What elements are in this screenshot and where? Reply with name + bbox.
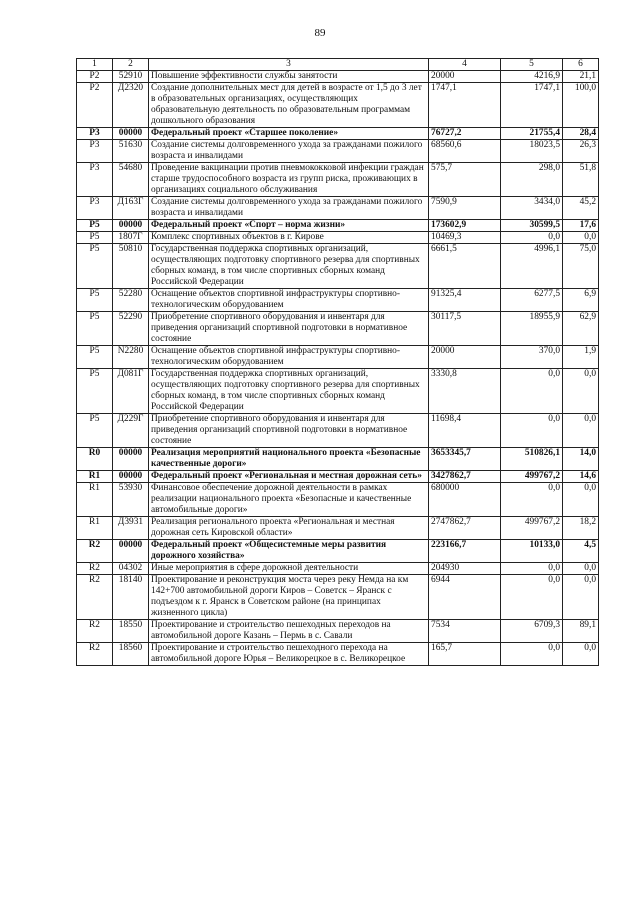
item-code-cell: Д229Г xyxy=(113,414,149,448)
section-code-cell: R1 xyxy=(77,517,113,540)
section-code-cell: R2 xyxy=(77,620,113,643)
item-code-cell: 54680 xyxy=(113,163,149,197)
percent-cell: 75,0 xyxy=(563,244,599,289)
section-code-cell: Р5 xyxy=(77,346,113,369)
description-cell: Повышение эффективности службы занятости xyxy=(149,71,429,83)
planned-amount-cell: 223166,7 xyxy=(429,540,501,563)
percent-cell: 14,6 xyxy=(563,471,599,483)
percent-cell: 18,2 xyxy=(563,517,599,540)
actual-amount-cell: 298,0 xyxy=(501,163,563,197)
column-header: 1 xyxy=(77,59,113,71)
item-code-cell: 00000 xyxy=(113,540,149,563)
item-code-cell: 00000 xyxy=(113,471,149,483)
section-code-cell: R0 xyxy=(77,448,113,471)
table-row xyxy=(77,244,599,289)
description-cell: Финансовое обеспечение дорожной деятельности в рамках реализации национального проекта «Безопасные и качественные автомобильные дороги» xyxy=(149,483,429,517)
percent-cell: 0,0 xyxy=(563,483,599,517)
planned-amount-cell: 575,7 xyxy=(429,163,501,197)
percent-cell: 45,2 xyxy=(563,197,599,220)
table-row xyxy=(77,540,599,563)
section-code-cell: Р5 xyxy=(77,312,113,346)
planned-amount-cell: 30117,5 xyxy=(429,312,501,346)
actual-amount-cell: 0,0 xyxy=(501,563,563,575)
percent-cell: 6,9 xyxy=(563,289,599,312)
description-cell: Создание системы долговременного ухода за гражданами пожилого возраста и инвалидами xyxy=(149,140,429,163)
planned-amount-cell: 204930 xyxy=(429,563,501,575)
description-cell: Реализация регионального проекта «Региональная и местная дорожная сеть Кировской области» xyxy=(149,517,429,540)
item-code-cell: 50810 xyxy=(113,244,149,289)
description-cell: Проектирование и строительство пешеходных переходов на автомобильной дороге Казань – Пермь в с. Савали xyxy=(149,620,429,643)
item-code-cell: 04302 xyxy=(113,563,149,575)
actual-amount-cell: 30599,5 xyxy=(501,220,563,232)
table-row xyxy=(77,140,599,163)
planned-amount-cell: 7590,9 xyxy=(429,197,501,220)
item-code-cell: 00000 xyxy=(113,448,149,471)
actual-amount-cell: 4996,1 xyxy=(501,244,563,289)
actual-amount-cell: 510826,1 xyxy=(501,448,563,471)
description-cell: Федеральный проект «Региональная и местная дорожная сеть» xyxy=(149,471,429,483)
table-row xyxy=(77,289,599,312)
planned-amount-cell: 10469,3 xyxy=(429,232,501,244)
page-number: 89 xyxy=(314,27,326,39)
description-cell: Федеральный проект «Старшее поколение» xyxy=(149,128,429,140)
table-row xyxy=(77,197,599,220)
item-code-cell: 00000 xyxy=(113,128,149,140)
percent-cell: 0,0 xyxy=(563,575,599,620)
section-code-cell: Р2 xyxy=(77,71,113,83)
description-cell: Проектирование и реконструкция моста через реку Немда на км 142+700 автомобильной дороги Киров – Советск – Яранск с подъездом к г. Яранск в Советском районе (на принципах жизненного цикла) xyxy=(149,575,429,620)
item-code-cell: 00000 xyxy=(113,220,149,232)
item-code-cell: 53930 xyxy=(113,483,149,517)
percent-cell: 0,0 xyxy=(563,563,599,575)
section-code-cell: Р3 xyxy=(77,197,113,220)
section-code-cell: Р5 xyxy=(77,414,113,448)
planned-amount-cell: 2747862,7 xyxy=(429,517,501,540)
planned-amount-cell: 20000 xyxy=(429,71,501,83)
percent-cell: 1,9 xyxy=(563,346,599,369)
actual-amount-cell: 0,0 xyxy=(501,575,563,620)
description-cell: Федеральный проект «Общесистемные меры развития дорожного хозяйства» xyxy=(149,540,429,563)
table-row xyxy=(77,220,599,232)
percent-cell: 21,1 xyxy=(563,71,599,83)
planned-amount-cell: 165,7 xyxy=(429,643,501,666)
actual-amount-cell: 499767,2 xyxy=(501,471,563,483)
actual-amount-cell: 10133,0 xyxy=(501,540,563,563)
planned-amount-cell: 3427862,7 xyxy=(429,471,501,483)
description-cell: Приобретение спортивного оборудования и инвентаря для приведения организаций спортивной подготовки в нормативное состояние xyxy=(149,414,429,448)
description-cell: Государственная поддержка спортивных организаций, осуществляющих подготовку спортивного резерва для спортивных сборных команд, в том числе спортивных сборных команд Российской Федерации xyxy=(149,244,429,289)
percent-cell: 0,0 xyxy=(563,232,599,244)
description-cell: Федеральный проект «Спорт – норма жизни» xyxy=(149,220,429,232)
section-code-cell: R1 xyxy=(77,471,113,483)
section-code-cell: Р3 xyxy=(77,140,113,163)
section-code-cell: Р5 xyxy=(77,220,113,232)
table-row xyxy=(77,448,599,471)
table-row xyxy=(77,414,599,448)
planned-amount-cell: 680000 xyxy=(429,483,501,517)
section-code-cell: R2 xyxy=(77,575,113,620)
item-code-cell: Д3931 xyxy=(113,517,149,540)
column-header: 6 xyxy=(563,59,599,71)
table-row xyxy=(77,483,599,517)
percent-cell: 89,1 xyxy=(563,620,599,643)
actual-amount-cell: 1747,1 xyxy=(501,83,563,128)
planned-amount-cell: 6944 xyxy=(429,575,501,620)
planned-amount-cell: 20000 xyxy=(429,346,501,369)
item-code-cell: 18550 xyxy=(113,620,149,643)
description-cell: Создание дополнительных мест для детей в возрасте от 1,5 до 3 лет в образовательных организациях, осуществляющих образовательную деятельность по образовательным программам дошкольного образования xyxy=(149,83,429,128)
percent-cell: 28,4 xyxy=(563,128,599,140)
percent-cell: 4,5 xyxy=(563,540,599,563)
item-code-cell: Д2320 xyxy=(113,83,149,128)
section-code-cell: Р3 xyxy=(77,163,113,197)
item-code-cell: N2280 xyxy=(113,346,149,369)
description-cell: Иные мероприятия в сфере дорожной деятельности xyxy=(149,563,429,575)
table-body xyxy=(77,71,599,666)
actual-amount-cell: 6709,3 xyxy=(501,620,563,643)
item-code-cell: 52280 xyxy=(113,289,149,312)
section-code-cell: Р5 xyxy=(77,289,113,312)
table-row xyxy=(77,471,599,483)
planned-amount-cell: 91325,4 xyxy=(429,289,501,312)
planned-amount-cell: 3330,8 xyxy=(429,369,501,414)
actual-amount-cell: 18023,5 xyxy=(501,140,563,163)
table-row xyxy=(77,312,599,346)
table-row xyxy=(77,643,599,666)
section-code-cell: Р2 xyxy=(77,83,113,128)
table-row xyxy=(77,575,599,620)
actual-amount-cell: 370,0 xyxy=(501,346,563,369)
percent-cell: 100,0 xyxy=(563,83,599,128)
table-row xyxy=(77,620,599,643)
item-code-cell: 18560 xyxy=(113,643,149,666)
description-cell: Создание системы долговременного ухода за гражданами пожилого возраста и инвалидами xyxy=(149,197,429,220)
section-code-cell: Р5 xyxy=(77,369,113,414)
section-code-cell: R2 xyxy=(77,563,113,575)
column-header: 3 xyxy=(149,59,429,71)
actual-amount-cell: 499767,2 xyxy=(501,517,563,540)
planned-amount-cell: 76727,2 xyxy=(429,128,501,140)
percent-cell: 0,0 xyxy=(563,643,599,666)
percent-cell: 17,6 xyxy=(563,220,599,232)
table-row xyxy=(77,232,599,244)
actual-amount-cell: 21755,4 xyxy=(501,128,563,140)
planned-amount-cell: 11698,4 xyxy=(429,414,501,448)
item-code-cell: 51630 xyxy=(113,140,149,163)
section-code-cell: R1 xyxy=(77,483,113,517)
table-row xyxy=(77,346,599,369)
description-cell: Проведение вакцинации против пневмококковой инфекции граждан старше трудоспособного возраста из групп риска, проживающих в организациях социального обслуживания xyxy=(149,163,429,197)
description-cell: Государственная поддержка спортивных организаций, осуществляющих подготовку спортивного резерва для спортивных сборных команд, в том числе спортивных сборных команд Российской Федерации xyxy=(149,369,429,414)
table-row xyxy=(77,83,599,128)
actual-amount-cell: 6277,5 xyxy=(501,289,563,312)
percent-cell: 14,0 xyxy=(563,448,599,471)
actual-amount-cell: 4216,9 xyxy=(501,71,563,83)
section-code-cell: Р5 xyxy=(77,232,113,244)
planned-amount-cell: 173602,9 xyxy=(429,220,501,232)
item-code-cell: 18140 xyxy=(113,575,149,620)
percent-cell: 51,8 xyxy=(563,163,599,197)
section-code-cell: Р3 xyxy=(77,128,113,140)
table-row xyxy=(77,563,599,575)
item-code-cell: 1807Г xyxy=(113,232,149,244)
actual-amount-cell: 0,0 xyxy=(501,483,563,517)
section-code-cell: R2 xyxy=(77,643,113,666)
percent-cell: 26,3 xyxy=(563,140,599,163)
column-header: 5 xyxy=(501,59,563,71)
table-row xyxy=(77,517,599,540)
description-cell: Оснащение объектов спортивной инфраструктуры спортивно-технологическим оборудованием xyxy=(149,346,429,369)
table-row xyxy=(77,71,599,83)
actual-amount-cell: 18955,9 xyxy=(501,312,563,346)
item-code-cell: Д081Г xyxy=(113,369,149,414)
table-row xyxy=(77,128,599,140)
actual-amount-cell: 0,0 xyxy=(501,369,563,414)
planned-amount-cell: 1747,1 xyxy=(429,83,501,128)
description-cell: Приобретение спортивного оборудования и инвентаря для приведения организаций спортивной подготовки в нормативное состояние xyxy=(149,312,429,346)
section-code-cell: R2 xyxy=(77,540,113,563)
item-code-cell: 52910 xyxy=(113,71,149,83)
header-row xyxy=(77,59,599,71)
planned-amount-cell: 3653345,7 xyxy=(429,448,501,471)
percent-cell: 62,9 xyxy=(563,312,599,346)
percent-cell: 0,0 xyxy=(563,369,599,414)
planned-amount-cell: 6661,5 xyxy=(429,244,501,289)
description-cell: Комплекс спортивных объектов в г. Кирове xyxy=(149,232,429,244)
actual-amount-cell: 0,0 xyxy=(501,643,563,666)
planned-amount-cell: 68560,6 xyxy=(429,140,501,163)
description-cell: Реализация мероприятий национального проекта «Безопасные качественные дороги» xyxy=(149,448,429,471)
budget-table xyxy=(76,58,599,666)
item-code-cell: Д163Г xyxy=(113,197,149,220)
actual-amount-cell: 0,0 xyxy=(501,414,563,448)
actual-amount-cell: 0,0 xyxy=(501,232,563,244)
planned-amount-cell: 7534 xyxy=(429,620,501,643)
column-header: 2 xyxy=(113,59,149,71)
actual-amount-cell: 3434,0 xyxy=(501,197,563,220)
percent-cell: 0,0 xyxy=(563,414,599,448)
column-header: 4 xyxy=(429,59,501,71)
description-cell: Проектирование и строительство пешеходного перехода на автомобильной дороге Юрья – Великорецкое в с. Великорецкое xyxy=(149,643,429,666)
description-cell: Оснащение объектов спортивной инфраструктуры спортивно-технологическим оборудованием xyxy=(149,289,429,312)
table-row xyxy=(77,369,599,414)
section-code-cell: Р5 xyxy=(77,244,113,289)
item-code-cell: 52290 xyxy=(113,312,149,346)
table-row xyxy=(77,163,599,197)
